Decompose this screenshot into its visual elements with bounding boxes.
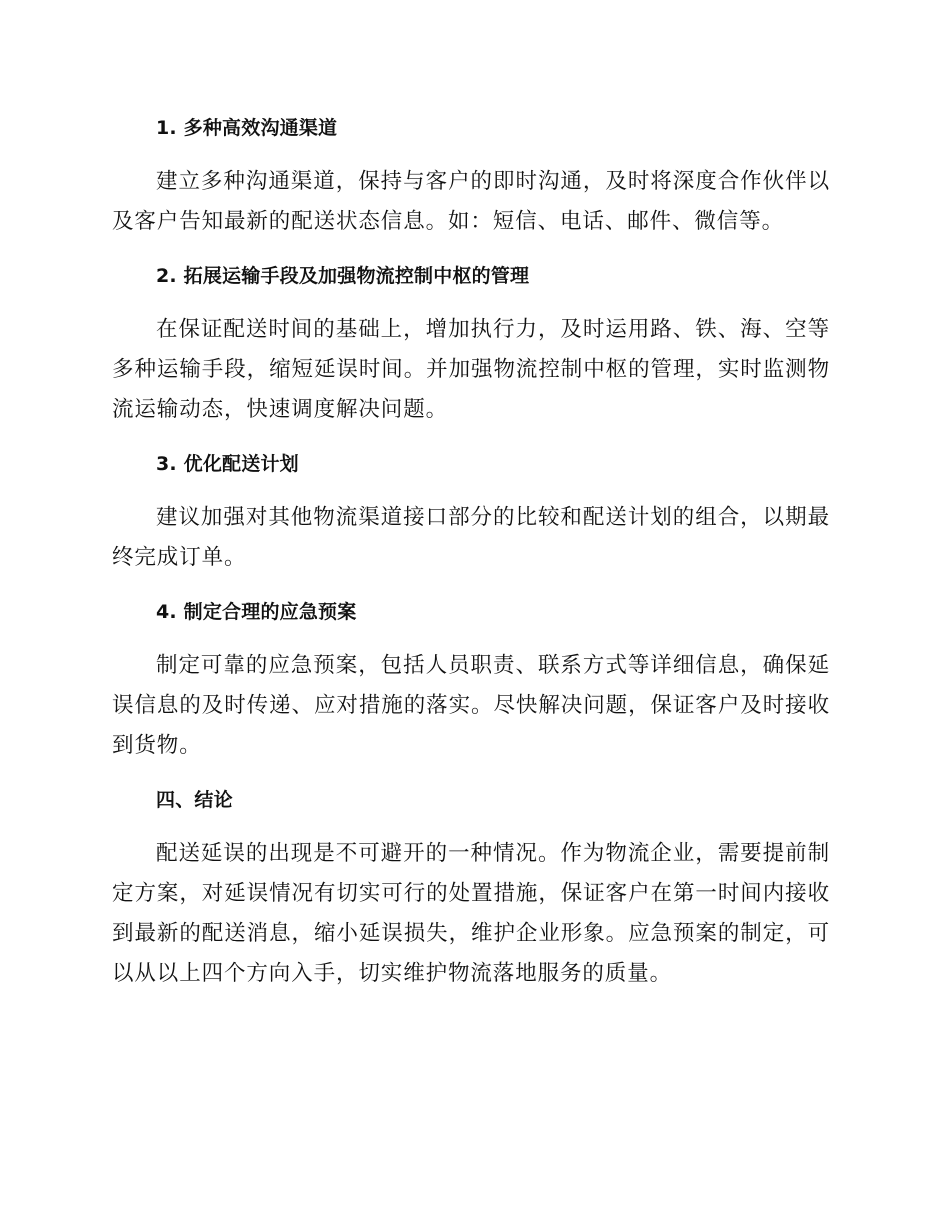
- section-heading: 1. 多种高效沟通渠道: [156, 117, 338, 139]
- section-paragraph: 配送延误的出现是不可避开的一种情况。作为物流企业，需要提前制定方案，对延误情况有切实可行的处置措施，保证客户在第一时间内接收到最新的配送消息，缩小延误损失，维护企业形象。应急预案的制定，可以从以上四个方向入手，切实维护物流落地服务的质量。: [112, 841, 830, 986]
- section-heading: 4. 制定合理的应急预案: [156, 601, 357, 623]
- section-delivery-plan: [112, 448, 830, 578]
- section-paragraph: 制定可靠的应急预案，包括人员职责、联系方式等详细信息，确保延误信息的及时传递、应对措施的落实。尽快解决问题，保证客户及时接收到货物。: [112, 653, 830, 758]
- document-page: [112, 112, 830, 994]
- section-paragraph: 在保证配送时间的基础上，增加执行力，及时运用路、铁、海、空等多种运输手段，缩短延误时间。并加强物流控制中枢的管理，实时监测物流运输动态，快速调度解决问题。: [112, 317, 830, 422]
- section-paragraph: 建立多种沟通渠道，保持与客户的即时沟通，及时将深度合作伙伴以及客户告知最新的配送状态信息。如：短信、电话、邮件、微信等。: [112, 169, 830, 234]
- section-heading: 2. 拓展运输手段及加强物流控制中枢的管理: [156, 265, 530, 287]
- section-heading: 3. 优化配送计划: [156, 453, 299, 475]
- section-emergency-plan: [112, 596, 830, 766]
- section-transport-means: [112, 260, 830, 430]
- section-heading: 四、结论: [156, 789, 233, 811]
- section-conclusion: [112, 784, 830, 994]
- section-communication-channels: [112, 112, 830, 242]
- section-paragraph: 建议加强对其他物流渠道接口部分的比较和配送计划的组合，以期最终完成订单。: [112, 505, 830, 570]
